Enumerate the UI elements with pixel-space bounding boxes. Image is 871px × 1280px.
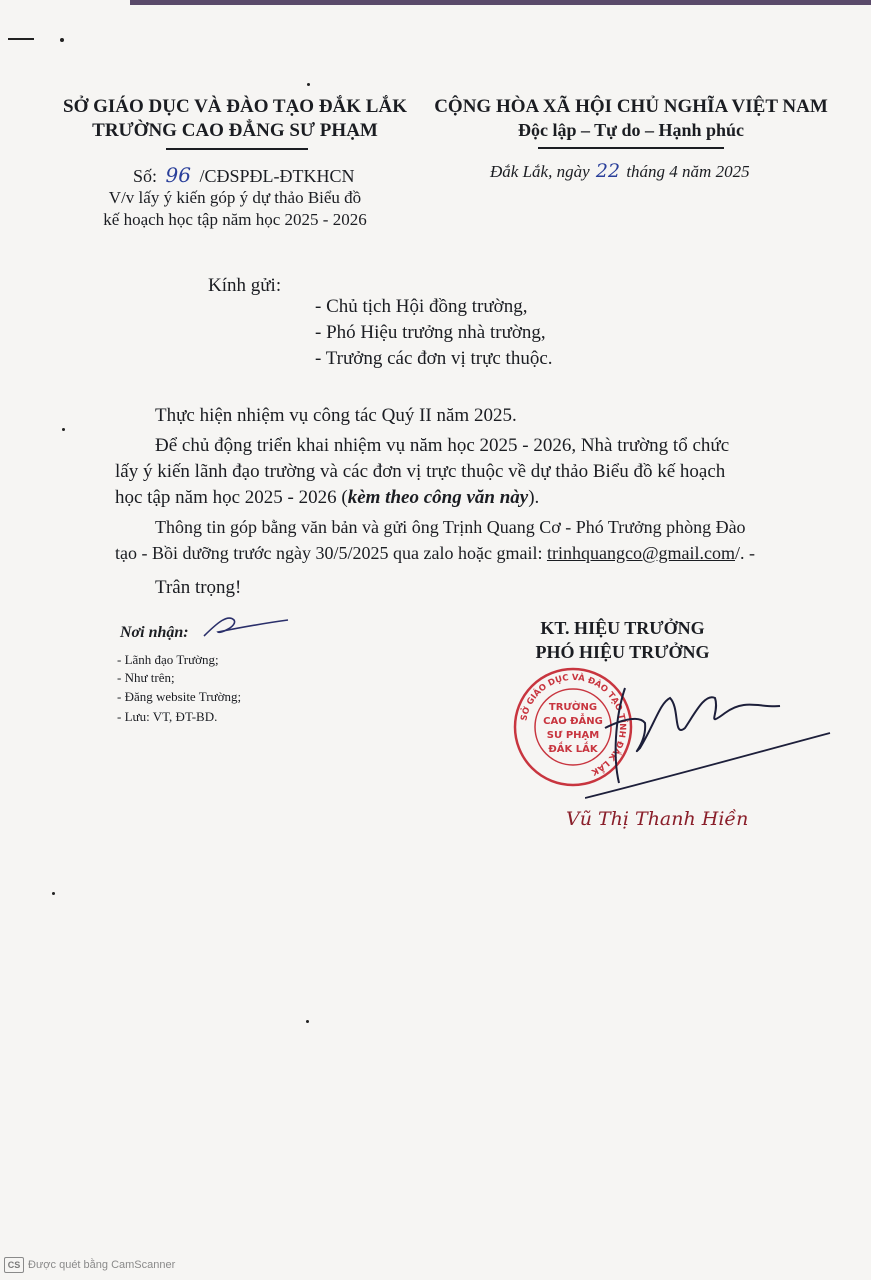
stamp-ring-text: SỞ GIÁO DỤC VÀ ĐÀO TẠO TỈNH ĐẮK LẮK — [519, 672, 628, 777]
distribution-item: - Đăng website Trường; — [117, 689, 242, 704]
date-day: 22 — [595, 160, 621, 182]
contact-email[interactable]: trinhquangco@gmail.com — [546, 543, 736, 563]
number-label: Số: — [133, 166, 158, 186]
stamp-line: SƯ PHẠM — [546, 730, 600, 741]
number-value: 96 — [165, 163, 191, 187]
issue-date — [490, 160, 750, 182]
watermark-text: Được quét bằng CamScanner — [28, 1259, 176, 1271]
date-suffix: tháng 4 năm 2025 — [626, 162, 750, 181]
scan-speck — [62, 428, 65, 431]
number-code: /CĐSPĐL-ĐTKHCN — [199, 166, 355, 186]
p2-line3-end: ). — [528, 487, 540, 508]
subject-line-1: V/v lấy ý kiến góp ý dự thảo Biểu đồ — [108, 188, 362, 207]
nation-title: CỘNG HÒA XÃ HỘI CHỦ NGHĨA VIỆT NAM — [434, 96, 828, 117]
stamp-line: CAO ĐẲNG — [543, 716, 603, 727]
body-paragraph-3-line-2 — [115, 543, 755, 564]
motto-underline — [538, 147, 724, 149]
date-prefix: Đắk Lắk, ngày — [490, 162, 590, 181]
scan-speck — [307, 83, 310, 86]
distribution-label: Nơi nhận: — [120, 624, 189, 641]
signer-name: Vũ Thị Thanh Hiền — [566, 808, 749, 830]
scan-edge — [130, 0, 871, 5]
scan-speck — [60, 38, 64, 42]
scanner-watermark — [4, 1256, 175, 1274]
recipient-item: - Chủ tịch Hội đồng trường, — [315, 296, 528, 317]
p3-line2-start: tạo - Bồi dưỡng trước ngày 30/5/2025 qua zalo hoặc gmail: — [115, 543, 547, 563]
body-paragraph-2-line-2: lấy ý kiến lãnh đạo trường và các đơn vị trực thuộc về dự thảo Biểu đồ kế hoạch — [115, 461, 726, 482]
p3-line2-end: /. - — [735, 543, 756, 563]
distribution-item: - Như trên; — [117, 670, 175, 685]
recipients-label: Kính gửi: — [208, 275, 282, 296]
document-number — [133, 163, 354, 187]
p2-line3-start: học tập năm học 2025 - 2026 ( — [115, 487, 348, 508]
closing-text: Trân trọng! — [155, 577, 242, 598]
signature-title-1: KT. HIỆU TRƯỞNG — [540, 618, 705, 638]
camscanner-logo-icon: CS — [4, 1257, 24, 1273]
body-paragraph-2-line-3 — [115, 487, 539, 509]
department-name: SỞ GIÁO DỤC VÀ ĐÀO TẠO ĐẮK LẮK — [63, 96, 407, 117]
stamp-line: TRƯỜNG — [548, 702, 598, 713]
body-paragraph-2-line-1: Để chủ động triển khai nhiệm vụ năm học 2025 - 2026, Nhà trường tổ chức — [155, 435, 730, 456]
stamp-line: ĐẮK LẮK — [548, 744, 598, 755]
handwritten-signature — [585, 668, 835, 803]
body-paragraph-1: Thực hiện nhiệm vụ công tác Quý II năm 2025. — [155, 405, 517, 426]
initials-scribble — [198, 612, 293, 642]
scan-speck — [8, 38, 34, 40]
recipient-item: - Trưởng các đơn vị trực thuộc. — [315, 348, 553, 369]
school-underline — [166, 148, 308, 150]
scan-speck — [306, 1020, 309, 1023]
body-paragraph-3-line-1: Thông tin góp bằng văn bản và gửi ông Trịnh Quang Cơ - Phó Trưởng phòng Đào — [155, 517, 746, 537]
scan-speck — [52, 892, 55, 895]
nation-motto: Độc lập – Tự do – Hạnh phúc — [517, 120, 745, 140]
distribution-item: - Lưu: VT, ĐT-BD. — [117, 709, 218, 724]
attachment-note: kèm theo công văn này — [347, 487, 529, 508]
subject-line-2: kế hoạch học tập năm học 2025 - 2026 — [103, 210, 367, 229]
school-name: TRƯỜNG CAO ĐẲNG SƯ PHẠM — [92, 120, 378, 141]
distribution-item: - Lãnh đạo Trường; — [117, 652, 219, 667]
signature-title-2: PHÓ HIỆU TRƯỞNG — [535, 642, 710, 662]
recipient-item: - Phó Hiệu trưởng nhà trường, — [315, 322, 546, 343]
